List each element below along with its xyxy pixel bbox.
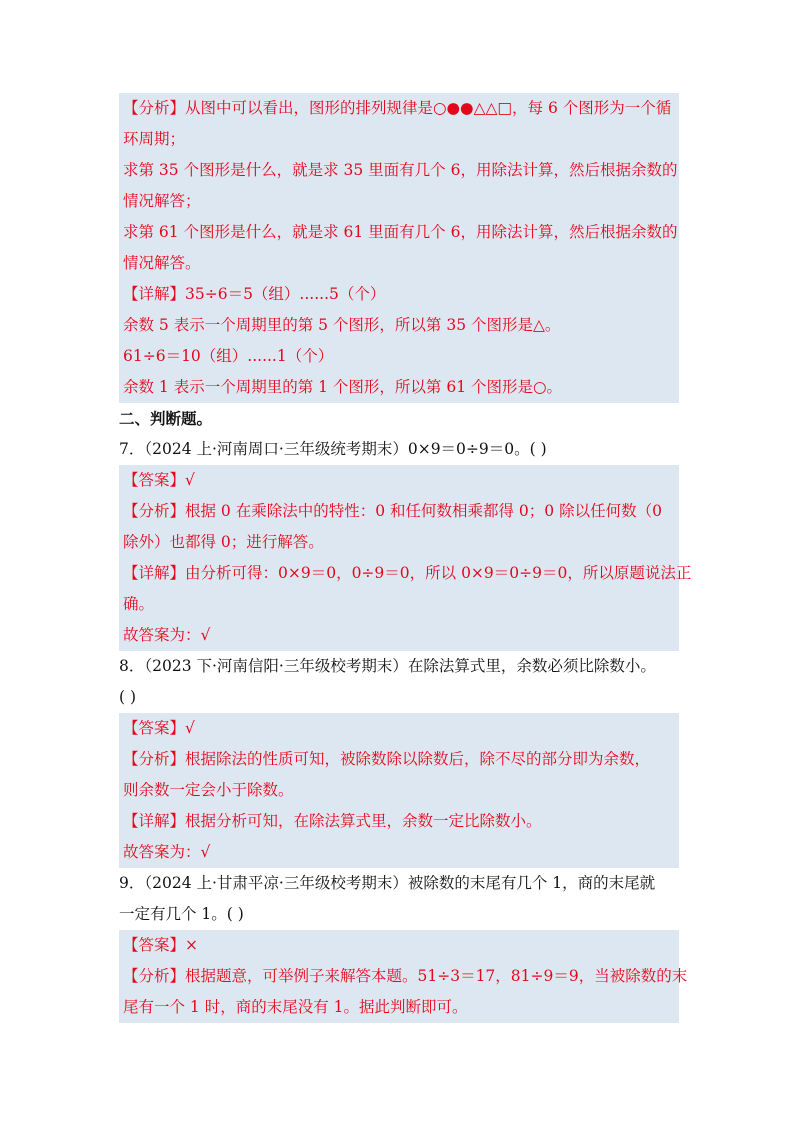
analysis-line: 情况解答；: [123, 192, 201, 210]
detail-line: 61÷6＝10（组）......1（个）: [123, 347, 334, 365]
analysis-line: 【分析】根据 0 在乘除法中的特性：0 和任何数相乘都得 0；0 除以任何数（0: [123, 502, 662, 520]
detail-line: 【详解】由分析可得：0×9＝0，0÷9＝0，所以 0×9＝0÷9＝0，所以原题说法正: [123, 564, 692, 582]
question-7: [119, 434, 679, 465]
analysis-line: 除外）也都得 0；进行解答。: [123, 533, 324, 551]
answer-block-q8: [119, 713, 679, 868]
question-text: 一定有几个 1。( ): [119, 905, 244, 923]
analysis-line: 情况解答。: [123, 254, 201, 272]
detail-line: 确。: [123, 595, 155, 613]
detail-line: 【详解】根据分析可知，在除法算式里，余数一定比除数小。: [123, 812, 542, 830]
answer-block-q6: [119, 93, 679, 403]
analysis-line: 环周期；: [123, 130, 186, 148]
section-heading: 二、判断题。: [119, 409, 213, 428]
answer-line: 【答案】√: [123, 471, 195, 489]
detail-line: 余数 5 表示一个周期里的第 5 个图形，所以第 35 个图形是△。: [123, 316, 561, 334]
answer-block-q7: [119, 465, 692, 651]
answer-line: 【答案】×: [123, 936, 198, 954]
question-text: 9．（2024 上·甘肃平凉·三年级校考期末）被除数的末尾有几个 1，商的末尾就: [119, 874, 656, 892]
detail-line: 【详解】35÷6＝5（组）......5（个）: [123, 285, 386, 303]
question-9: [119, 868, 679, 930]
analysis-line: 【分析】根据除法的性质可知，被除数除以除数后，除不尽的部分即为余数，: [123, 750, 651, 768]
question-text: 8．（2023 下·河南信阳·三年级校考期末）在除法算式里，余数必须比除数小。: [119, 657, 656, 675]
analysis-line: 尾有一个 1 时，商的末尾没有 1。据此判断即可。: [123, 998, 468, 1016]
analysis-line: 【分析】从图中可以看出，图形的排列规律是○●●△△□，每 6 个图形为一个循: [123, 99, 672, 117]
analysis-line: 求第 61 个图形是什么，就是求 61 里面有几个 6，用除法计算，然后根据余数的: [123, 223, 678, 241]
question-text: 7．（2024 上·河南周口·三年级统考期末）0×9＝0÷9＝0。( ): [119, 440, 547, 458]
question-8: [119, 651, 679, 713]
answer-line: 【答案】√: [123, 719, 195, 737]
answer-block-q9: [119, 930, 688, 1023]
analysis-line: 则余数一定会小于除数。: [123, 781, 294, 799]
detail-line: 余数 1 表示一个周期里的第 1 个图形，所以第 61 个图形是○。: [123, 378, 563, 396]
document-content: [119, 93, 692, 1023]
question-blank: ( ): [119, 688, 137, 706]
analysis-line: 求第 35 个图形是什么，就是求 35 里面有几个 6，用除法计算，然后根据余数的: [123, 161, 678, 179]
final-answer-line: 故答案为：√: [123, 626, 211, 644]
analysis-line: 【分析】根据题意，可举例子来解答本题。51÷3＝17，81÷9＝9，当被除数的末: [123, 967, 688, 985]
final-answer-line: 故答案为：√: [123, 843, 211, 861]
